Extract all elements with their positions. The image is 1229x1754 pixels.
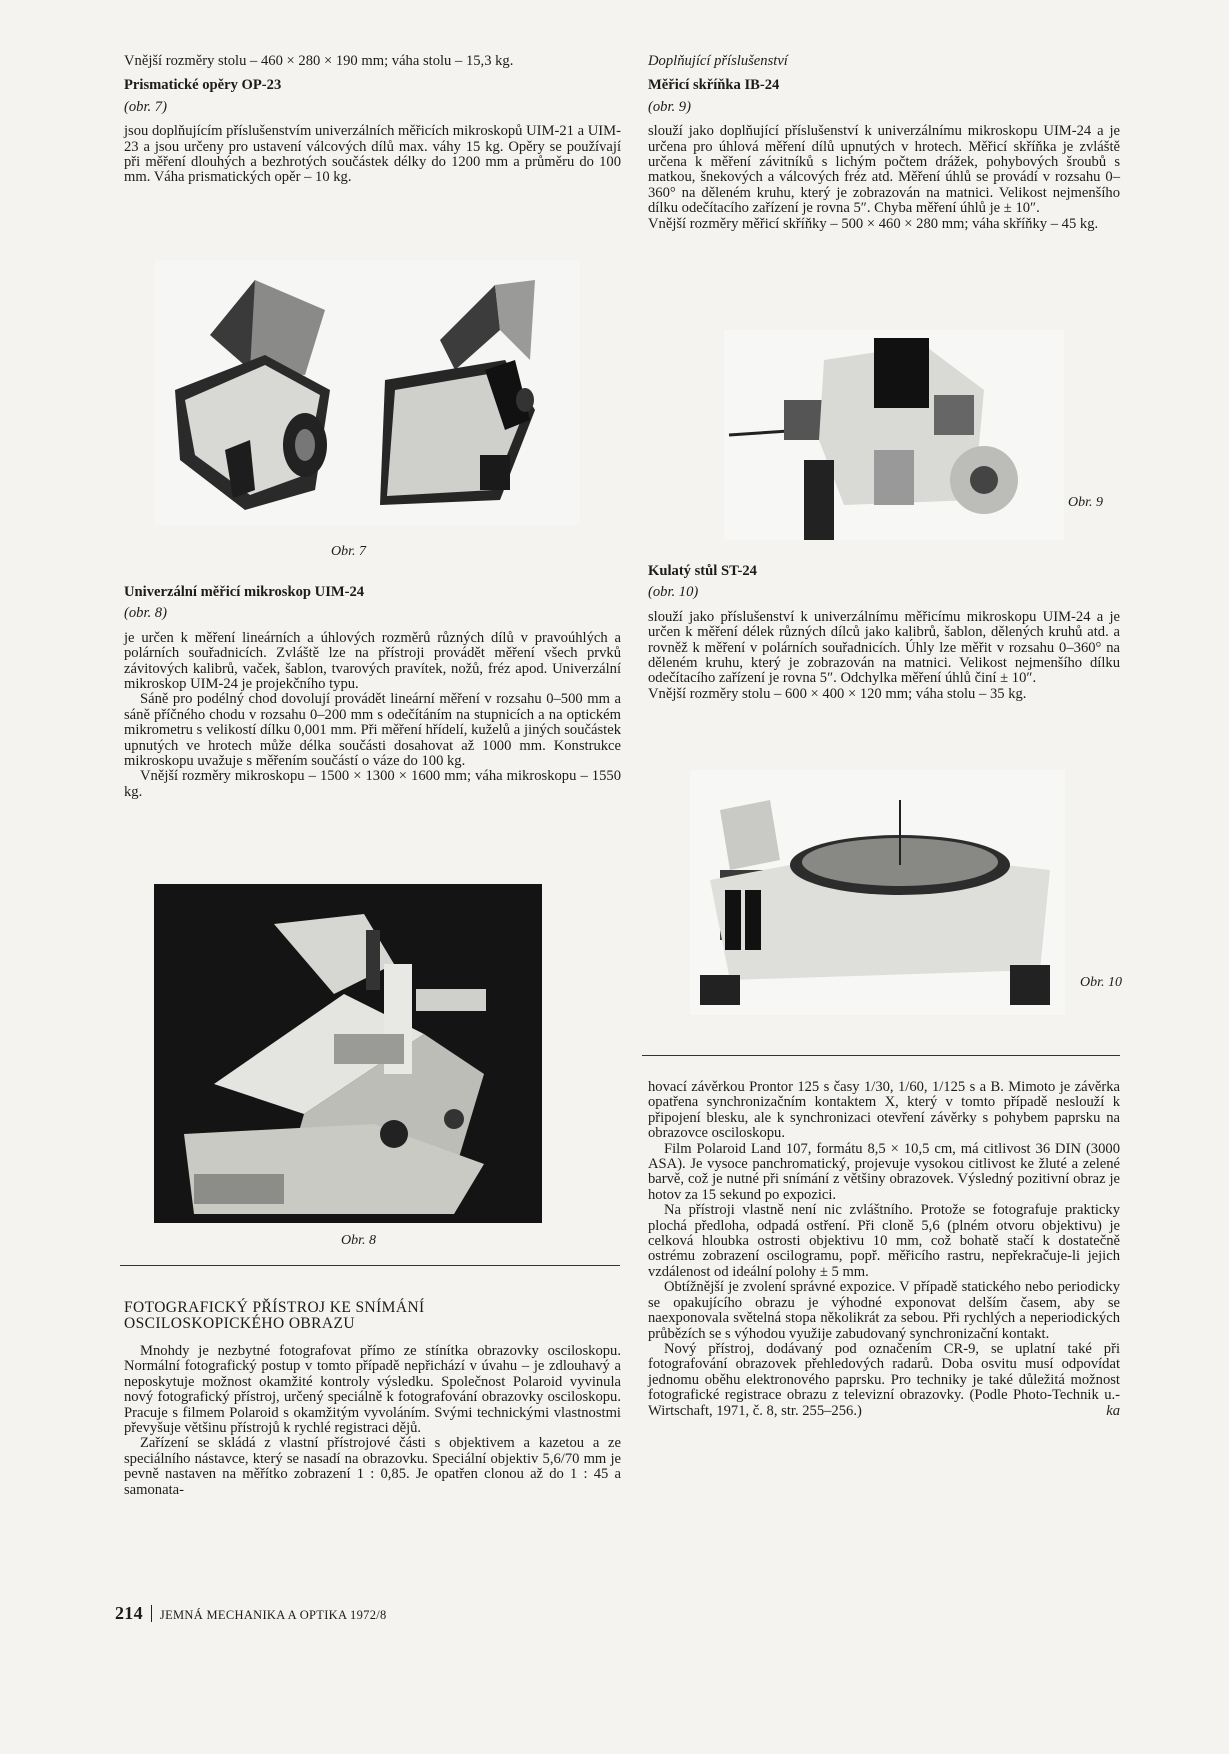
article-body-p1: Mnohdy je nezbytné fotografovat přímo ze stínítka obrazovky osciloskopu. Normální fotografický postup v tomto případě nepřichází v úvahu – je zdlouhavý a neposkytuje možnost okamžité kontroly výsledku. Společnost Polaroid vyvinula nový fotografický přístroj, určený speciálně k fotografování obrazovky osciloskopu. Pracuje s filmem Polaroid s okamžitým vyvoláním. Svými technickými vlastnostmi převyšuje většinu přístrojů k rychlé registraci dějů. (124, 1343, 621, 1437)
article-title-line-2: OSCILOSKOPICKÉHO OBRAZU (124, 1315, 355, 1332)
page-footer (115, 1603, 387, 1624)
figure-7-caption: Obr. 7 (331, 544, 367, 559)
figure-9-measuring-box (724, 330, 1064, 540)
section-divider-left (120, 1265, 620, 1266)
page-number: 214 (115, 1603, 143, 1623)
figure-10-photo (690, 770, 1065, 1015)
article-body-p5: Na přístroji vlastně není nic zvláštního. Protože se fotografuje prakticky plochá předloha, odpadá ostření. Při cloně 5,6 (plném otvoru objektivu) je celková hloubka ostrosti objektivu 10 mm, což bohatě stačí k dostatečně ostrému zobrazení oscilogramu, popř. měřicího rastru, nepřekračuje-li jejich vzdálenost od ideální polohy ± 5 mm. (648, 1202, 1120, 1280)
figure-9-caption: Obr. 9 (1068, 495, 1104, 510)
journal-name: JEMNÁ MECHANIKA A OPTIKA 1972/8 (159, 1608, 387, 1622)
author-signature: ka (1106, 1402, 1120, 1419)
section-body-ib24-p1: slouží jako doplňující příslušenství k univerzálnímu mikroskopu UIM-24 a je určena pro úhlová měření dílů upnutých v hrotech. Měřicí skříňka je zvláště určena k měření závitníků s lichým počtem drážek, pohybových šroubů s matkou, šnekových a válcových fréz atd. Měření úhlů se provádí v rozsahu 0–360° na děleném kruhu, který je zobrazován na matnici. Velikost nejmenšího dílku odečítacího zařízení je rovna 5″. Chyba měření úhlů je ± 10″. (648, 123, 1120, 217)
figure-8-microscope (154, 884, 542, 1223)
article-body-p2: Zařízení se skládá z vlastní přístrojové části s objektivem a kazetou a ze speciálního nástavce, který se nasadí na obrazovku. Speciální objektiv 5,6/70 mm je pevně nastaven na měřítko zobrazení 1 : 0,85. Je opatřen clonou až do 1 : 45 a samonata- (124, 1435, 621, 1498)
section-heading-accessories: Doplňující příslušenství (648, 53, 788, 69)
section-title-st24: Kulatý stůl ST-24 (648, 563, 757, 579)
article-body-p4: Film Polaroid Land 107, formátu 8,5 × 10,5 cm, má citlivost 36 DIN (3000 ASA). Je vysoce panchromatický, projevuje vysokou citlivost ke žluté a zelené barvě, což je nutné při snímání z většiny obrazovek. Výsledný pozitivní obraz je hotov za 15 sekund po expozici. (648, 1140, 1120, 1203)
section-body-st24-p1: slouží jako příslušenství k univerzálnímu měřicímu mikroskopu UIM-24 a je určen k měření délek různých dílců jako kalibrů, šablon, dělených kruhů atd. a rovněž k měření v polárních souřadnicích. Úhly lze měřit v rozsahu 0–360° na děleném kruhu, který je zobrazován na matnici. Velikost nejmenšího dílku odečítacího zařízení je rovna 5″. Odchylka měření úhlů činí ± 10″. (648, 608, 1120, 687)
article-body-p3: hovací závěrkou Prontor 125 s časy 1/30, 1/60, 1/125 s a B. Mimoto je závěrka opatřena synchronizačním kontaktem X, který v tomto případě neslouží k připojení blesku, ale k synchronizaci otevření závěrky s pohybem paprsku na obrazovce osciloskopu. (648, 1079, 1120, 1142)
article-title-line-1: FOTOGRAFICKÝ PŘÍSTROJ KE SNÍMÁNÍ (124, 1299, 425, 1316)
figure-8-caption: Obr. 8 (341, 1233, 377, 1248)
section-title-ib24: Měřicí skříňka IB-24 (648, 77, 780, 94)
section-title-uim24: Univerzální měřicí mikroskop UIM-24 (124, 584, 365, 600)
section-body-uim24-p2: Sáně pro podélný chod dovolují provádět lineární měření v rozsahu 0–500 mm a sáně příčného chodu v rozsahu 0–200 mm s odečítáním na stupnicích a na optickém mikrometru s velikostí dílku 0,001 mm. Při měření hřídelí, kuželů a jiných součástek upnutých ve hrotech může délka součásti dosahovat až 1000 mm. Konstrukce mikroskopu uvažuje s měřením součástí o váze do 100 kg. (124, 691, 621, 770)
figure-ref-8: (obr. 8) (124, 605, 167, 622)
right-column-st24 (648, 564, 1120, 702)
right-column-ib24 (648, 54, 1120, 232)
left-column-top (124, 54, 621, 186)
section-title-op23: Prismatické opěry OP-23 (124, 77, 282, 94)
figure-10-round-table (690, 770, 1065, 1015)
left-column-uim24 (124, 585, 621, 800)
section-body-ib24-p2: Vnější rozměry měřicí skříňky – 500 × 460 × 280 mm; váha skříňky – 45 kg. (648, 215, 1099, 232)
figure-10-caption: Obr. 10 (1080, 975, 1123, 990)
figure-8-photo (154, 884, 542, 1223)
figure-7-prismatic-supports (155, 260, 580, 525)
section-divider-right (642, 1055, 1120, 1056)
figure-ref-7: (obr. 7) (124, 98, 167, 115)
figure-ref-9: (obr. 9) (648, 98, 691, 115)
section-body-op23: jsou doplňujícím příslušenstvím univerzálních měřicích mikroskopů UIM-21 a UIM-23 a jsou určeny pro ustavení válcových dílů max. váhy 15 kg. Opěry se používají při měření dlouhých a bezhrotých součástek délky do 1200 mm a průměru do 100 mm. Váha prismatických opěr – 10 kg. (124, 123, 621, 186)
article-body-p7: Nový přístroj, dodávaný pod označením CR-9, se uplatní také při fotografování obrazovek přehledových radarů. Doba osvitu musí odpovídat jednomu oběhu elektronového paprsku. Pro techniky je také důležitá možnost fotografické registrace obrazu z televizní obrazovky. (Podle Photo-Technik u.-Wirtschaft, 1971, č. 8, str. 255–256.) (648, 1340, 1120, 1419)
article-body-p6: Obtížnější je zvolení správné expozice. V případě statického nebo periodicky se opakujícího obrazu je výhodné exponovat delším časem, aby se naexponovala světelná stopa několikrát za sebou. Při rychlých a neperiodických průbězích se s výhodou využije zabudovaný synchronizační kontakt. (648, 1279, 1120, 1342)
left-column-camera (124, 1300, 621, 1498)
figure-7-photo (155, 260, 580, 525)
section-body-uim24-p1: je určen k měření lineárních a úhlových rozměrů různých dílů v pravoúhlých a polárních souřadnicích. Zvláště lze na přístroji provádět měření všech prvků závitových kalibrů, vaček, šablon, tvarových pravítek, nožů, fréz apod. Univerzální mikroskop UIM-24 je projekčního typu. (124, 629, 621, 693)
section-body-uim24-p3: Vnější rozměry mikroskopu – 1500 × 1300 × 1600 mm; váha mikroskopu – 1550 kg. (124, 768, 621, 800)
right-column-camera (648, 1080, 1120, 1419)
footer-divider (151, 1605, 152, 1622)
table-dimensions-line: Vnější rozměry stolu – 460 × 280 × 190 mm; váha stolu – 15,3 kg. (124, 53, 514, 69)
figure-ref-10: (obr. 10) (648, 584, 699, 601)
section-body-st24-p2: Vnější rozměry stolu – 600 × 400 × 120 mm; váha stolu – 35 kg. (648, 685, 1027, 702)
figure-9-photo (724, 330, 1064, 540)
